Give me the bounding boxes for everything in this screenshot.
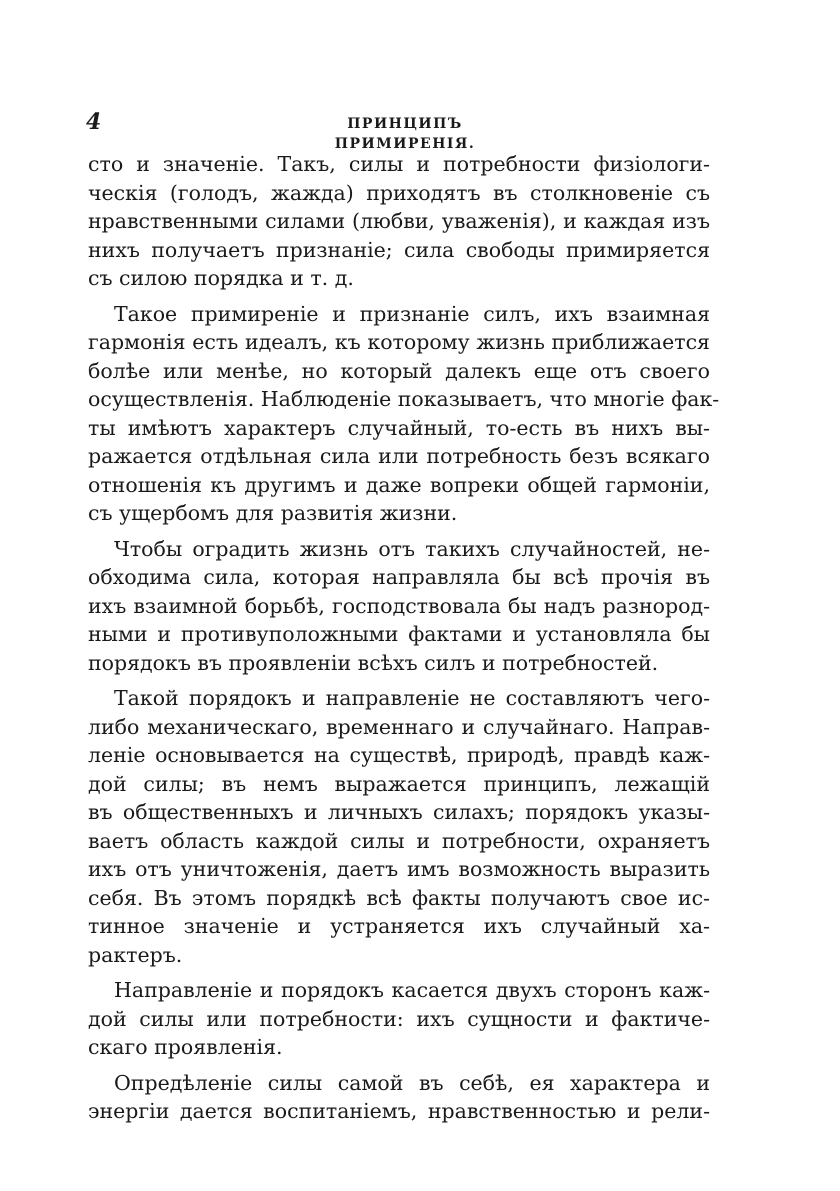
text-line: ческія (голодъ, жажда) приходятъ въ столкновеніе съ — [88, 180, 710, 205]
text-line: болѣе или менѣе, но который далекъ еще отъ своего — [88, 358, 710, 383]
text-line: дой силы; въ немъ выражается принципъ, лежащій — [88, 771, 710, 796]
text-line: отношенія къ другимъ и даже вопреки общей гармоніи, — [88, 472, 710, 497]
text-line: дой силы или потребности: ихъ сущности и фактиче- — [88, 1006, 710, 1031]
text-line: съ силою порядка и т. д. — [88, 266, 354, 290]
text-line: порядокъ въ проявленіи всѣхъ силъ и потребностей. — [88, 650, 659, 675]
text-line: энергіи дается воспитаніемъ, нравственностью и рели- — [88, 1099, 710, 1123]
text-line: Опредѣленіе силы самой въ себѣ, ея характера и — [114, 1070, 710, 1095]
paragraph — [88, 976, 710, 1062]
paragraph — [88, 150, 710, 293]
text-line: леніе основывается на существѣ, природѣ, правдѣ каж- — [88, 743, 710, 767]
text-line: гармонія есть идеалъ, къ которому жизнь приближается — [88, 330, 710, 354]
text-line: Такое примиреніе и признаніе силъ, ихъ взаимная — [114, 301, 710, 326]
paragraph — [88, 684, 710, 969]
text-line: ражается отдѣльная сила или потребность безъ всякаго — [88, 444, 710, 468]
paragraph — [88, 1069, 710, 1126]
running-head: ПРИНЦИПЪ ПРИМИРЕНІЯ. — [334, 116, 476, 152]
text-line: сто и значеніе. Такъ, силы и потребности физіологи- — [88, 152, 710, 176]
paragraph — [88, 535, 710, 678]
text-line: нравственными силами (любви, уваженія), и каждая изъ — [88, 209, 710, 233]
text-line: скаго проявленія. — [88, 1035, 283, 1059]
text-line: нихъ получаетъ признаніе; сила свободы примиряется — [88, 237, 710, 262]
text-line: Чтобы оградить жизнь отъ такихъ случайностей, не- — [114, 536, 710, 561]
text-line: себя. Въ этомъ порядкѣ всѣ факты получаютъ свое ис- — [88, 885, 710, 910]
text-line: осуществленія. Наблюденіе показываетъ, что многіе фак- — [88, 387, 720, 411]
text-line: въ общественныхъ и личныхъ силахъ; порядокъ указы- — [88, 800, 710, 824]
text-line: Направленіе и порядокъ касается двухъ сторонъ каж- — [114, 978, 710, 1002]
text-line: ваетъ область каждой силы и потребности, охраняетъ — [88, 828, 710, 853]
text-line: ными и противуположными фактами и установляла бы — [88, 622, 710, 646]
paragraph — [88, 300, 720, 528]
text-line: ихъ отъ уничтоженія, даетъ имъ возможность выразить — [88, 857, 710, 881]
text-line: съ ущербомъ для развитія жизни. — [88, 501, 458, 525]
text-line: ихъ взаимной борьбѣ, господствовала бы надъ разнород- — [88, 593, 710, 618]
body-text — [88, 150, 720, 1133]
text-line: либо механическаго, временнаго и случайнаго. Направ- — [88, 714, 710, 739]
text-line: ты имѣютъ характеръ случайный, то-есть въ нихъ вы- — [88, 415, 710, 440]
text-line: тинное значеніе и устраняется ихъ случайный ха- — [88, 914, 710, 938]
page-number: 4 — [86, 109, 102, 135]
text-line: Такой порядокъ и направленіе не составляютъ чего- — [114, 686, 710, 710]
text-line: обходима сила, которая направляла бы всѣ прочія въ — [88, 565, 710, 589]
text-line: рактеръ. — [88, 942, 183, 967]
